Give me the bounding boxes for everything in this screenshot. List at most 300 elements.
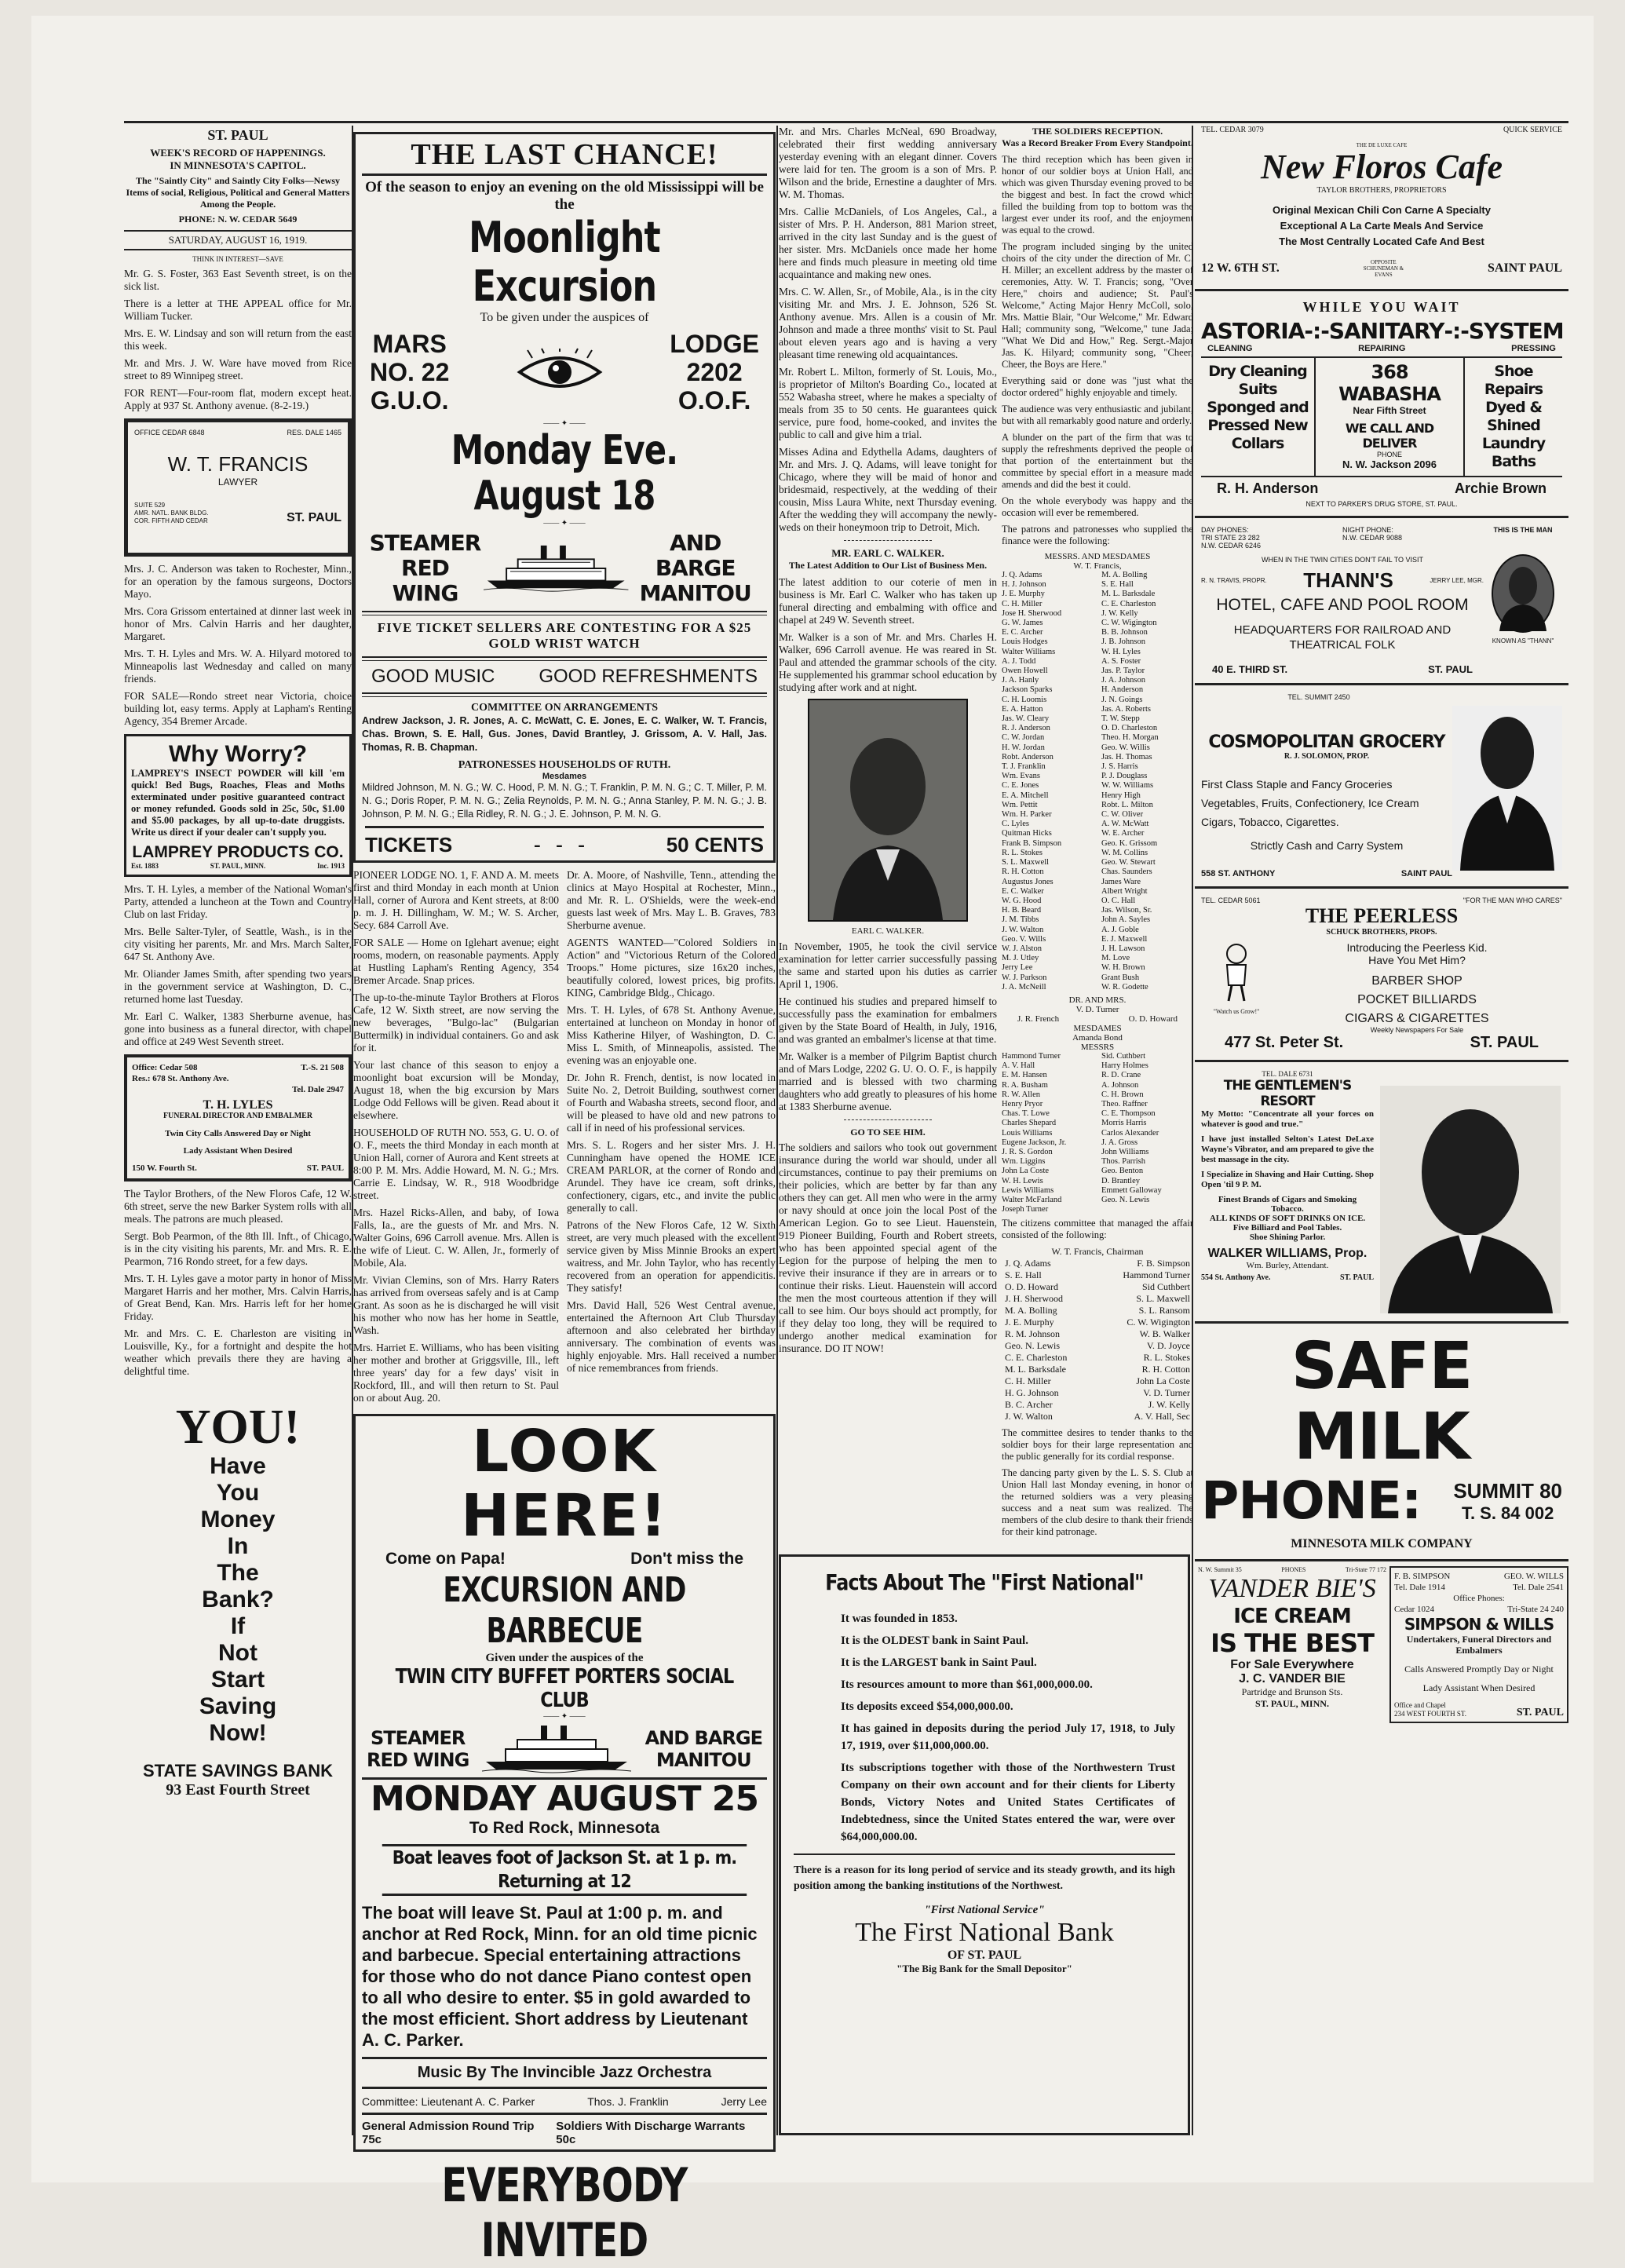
- cosmo-name: COSMOPOLITAN GROCERY: [1208, 732, 1445, 752]
- francis-name: W. T. Francis,: [1073, 561, 1122, 571]
- resort-name: THE GENTLEMEN'S RESORT: [1223, 1078, 1352, 1109]
- thann-day1: TRI STATE 23 282: [1201, 534, 1260, 542]
- news-item: The up-to-the-minute Taylor Brothers at Floros Cafe, 12 W. Sixth street, are now serving the new beverages, "Bulgo-lac" (Bulgarian Buttermilk) in individual containers. Go and ask for it.: [353, 992, 559, 1054]
- astoria-p1: R. H. Anderson: [1217, 480, 1319, 496]
- redrock-text: To Red Rock, Minnesota: [469, 1819, 660, 1837]
- mars-line: G.U.O.: [370, 386, 449, 415]
- auspices-text: To be given under the auspices of: [480, 311, 649, 324]
- news-item: Mr. and Mrs. C. E. Charleston are visiting in Louisville, Ky., for a fortnight and despite the hot weather which prevails there they are having a delightful time.: [124, 1328, 352, 1377]
- patron-name: T. J. Franklin: [1002, 762, 1046, 772]
- francis-res: RES. DALE 1465: [287, 429, 341, 436]
- floros-props: TAYLOR BROTHERS, PROPRIETORS: [1316, 186, 1447, 195]
- walker-sub: The Latest Addition to Our List of Business Men.: [788, 560, 988, 571]
- gosee-head: GO TO SEE HIM.: [850, 1127, 926, 1138]
- committee-member: O. D. Howard: [1005, 1281, 1058, 1293]
- thann-hq: HEADQUARTERS FOR RAILROAD AND THEATRICAL FOLK: [1233, 623, 1452, 652]
- committee-member: J. W. Kelly: [1148, 1399, 1190, 1411]
- barge-line: AND BARGE: [655, 530, 736, 581]
- patron-name: Grant Bush: [1101, 973, 1140, 982]
- committee-list: Andrew Jackson, J. R. Jones, A. C. McWatt, C. E. Jones, E. C. Walker, W. T. Francis, Chas. Brown, S. E. Hall, Gus. Jones, David Brantley, J. Grissom, A. V. Hall, Jas. Thomas, R. B. Chapman.: [362, 715, 767, 753]
- news-item: FOR RENT—Four-room flat, modern except heat. Apply at 937 St. Anthony avenue. (8-2-19.): [124, 387, 352, 411]
- floros-ad: [1195, 126, 1568, 284]
- thann-city: ST. PAUL: [1428, 663, 1473, 675]
- patron-name: Frank B. Simpson: [1002, 838, 1062, 848]
- savings-ad: [124, 1401, 352, 1799]
- patron-name: W. M. Collins: [1101, 848, 1148, 857]
- recep-para: The audience was very enthusiastic and jubilant, but with all remarkably good nature and orderly.: [1002, 404, 1193, 426]
- patron-name: R. W. Allen: [1002, 1090, 1041, 1099]
- committee-row: [1005, 1364, 1190, 1375]
- drmrs-head: DR. AND MRS.: [1068, 995, 1127, 1005]
- thann-ad: [1195, 523, 1568, 678]
- news-item: FOR SALE — Home on Iglehart avenue; eight rooms, modern, on reasonable payments. Apply at Hustling Lapham's Renting Agency, 354 Bremer Arcade. Snap prices.: [353, 937, 559, 986]
- francis-addr2: AMR. NATL. BANK BLDG.: [134, 509, 209, 517]
- committee-member: C. E. Charleston: [1005, 1352, 1068, 1364]
- patron-name: Geo. K. Grissom: [1101, 838, 1158, 848]
- vb-ts: Tri-State 77 172: [1345, 1566, 1386, 1573]
- patron-name: E. A. Mitchell: [1002, 791, 1049, 800]
- patron-name: O. C. Hall: [1101, 896, 1136, 905]
- newspaper-page: [31, 16, 1594, 2268]
- lyles-res: Res.: 678 St. Anthony Ave.: [132, 1074, 229, 1083]
- news-columns: [353, 869, 776, 1409]
- news-item: The Taylor Brothers, of the New Floros Cafe, 12 W. 6th street, serve the new Barker System rolls with all meals. The patrons are much pleased.: [124, 1188, 352, 1225]
- astoria-t3: SYSTEM: [1468, 318, 1564, 344]
- committee-member: John La Coste: [1136, 1375, 1190, 1387]
- news-item: Mr. and Mrs. Charles McNeal, 690 Broadway, celebrated their first wedding anniversary yesterday evening with an elegant dinner. Covers were laid for ten. The groom is a son of Mrs. P. Wilson and the bride, Ernestine a daughter of Mrs. W. M. Thomas.: [779, 126, 997, 200]
- patron-name: J. W. Walton: [1002, 925, 1044, 934]
- astoria-next: NEXT TO PARKER'S DRUG STORE, ST. PAUL.: [1305, 500, 1458, 508]
- sw-city: ST. PAUL: [1516, 1707, 1564, 1718]
- astoria-t1: ASTORIA: [1201, 318, 1305, 344]
- mars-line: NO. 22: [370, 358, 450, 386]
- patron-name: W. E. Archer: [1101, 829, 1145, 838]
- peerless-pool: POCKET BILLIARDS: [1357, 993, 1477, 1006]
- news-item: Sergt. Bob Pearmon, of the 8th Ill. Inft., of Chicago, is in the city visiting his parents, Mr. and Mrs. R. E. Pearmon, 716 Rondo street, for a few days.: [124, 1230, 352, 1267]
- tail-para: The committee desires to tender thanks to the soldier boys for their large representation and the public generally for its cordial response.: [1002, 1427, 1193, 1463]
- committee-member: A. V. Hall, Sec: [1134, 1411, 1190, 1423]
- floros-city: SAINT PAUL: [1488, 261, 1562, 275]
- patron-name: Jas. H. Thomas: [1101, 752, 1152, 761]
- patron-name: H. J. Johnson: [1002, 580, 1046, 590]
- patron-name: B. B. Johnson: [1101, 628, 1148, 637]
- lyles-city: ST. PAUL: [306, 1163, 344, 1173]
- boat-body: The boat will leave St. Paul at 1:00 p. m. and anchor at Red Rock, Minn. for an old time picnic and barbecue. Special entertaining attractions for those who do not dance Piano contest open to all who desire to enter. $5 in gold awarded to the most efficient. Short address by Lieutenant A. C. Parker.: [362, 1903, 758, 2050]
- fn-reason: There is a reason for its long period of service and its steady growth, and its high position among the banking institutions of the Northwest.: [794, 1864, 1175, 1892]
- news-item: AGENTS WANTED—"Colored Soldiers in Action" and "Victorious Return of the Colored Troops." Home pictures, size 16x20 inches, beautifully colored, lowest prices, big profits. KING, Cambridge Bldg., Chicago.: [567, 937, 776, 999]
- committee-member: M. L. Barksdale: [1005, 1364, 1066, 1375]
- committee-head: COMMITTEE ON ARRANGEMENTS: [470, 702, 659, 714]
- vb-prop: J. C. VANDER BIE: [1239, 1672, 1346, 1685]
- committee-row: [1005, 1411, 1190, 1423]
- fn-fact: It has gained in deposits during the period July 17, 1918, to July 17, 1919, over $11,000,000.00.: [841, 1722, 1175, 1752]
- jazz-text: Music By The Invincible Jazz Orchestra: [362, 2057, 767, 2089]
- news-item: Mr. Earl C. Walker, 1383 Sherburne avenue, has gone into business as a funeral director, with chapel and office at 249 West Seventh street.: [124, 1010, 352, 1047]
- patron-name: Jas. P. Taylor: [1101, 667, 1145, 676]
- patron-name: J. E. Murphy: [1002, 590, 1045, 599]
- patron-name: T. W. Stepp: [1101, 714, 1140, 724]
- francis-addr3: COR. FIFTH AND CEDAR: [134, 517, 208, 524]
- thann-night1: N.W. CEDAR 9088: [1342, 534, 1403, 542]
- chairman-name: W. T. Francis, Chairman: [1051, 1246, 1144, 1258]
- patron-name: Geo. N. Lewis: [1101, 1195, 1150, 1204]
- resort-spec: I Specialize in Shaving and Hair Cutting. Shop Open 'til 9 P. M.: [1201, 1170, 1374, 1189]
- patron-name: Chas. Saunders: [1101, 867, 1152, 877]
- committee-row: [1005, 1269, 1190, 1281]
- news-item: Mr. Vivian Clemins, son of Mrs. Harry Raters has arrived from overseas safely and is at Camp Grant. As soon as he is discharged he will visit his mother who now has her home in Seattle, Wash.: [353, 1274, 559, 1336]
- patron-name: Charles Shepard: [1002, 1119, 1057, 1128]
- news-item: Mrs. T. H. Lyles and Mrs. W. A. Hilyard motored to Minneapolis last Wednesday and called on many friends.: [124, 648, 352, 685]
- news-item: Mrs. Hazel Ricks-Allen, and baby, of Iowa Falls, Ia., are the guests of Mr. and Mrs. N. Walter Goins, 696 Carroll avenue. Mrs. Allen is the wife of Lieut. C. W. Allen, Jr., formerly of Mobile, Ala.: [353, 1207, 559, 1269]
- patron-name: Wm. H. Parker: [1002, 810, 1052, 820]
- patron-name: W. H. Lyles: [1101, 647, 1141, 656]
- resort-addr: 554 St. Anthony Ave.: [1201, 1273, 1271, 1282]
- patron-name: G. W. James: [1002, 619, 1043, 628]
- lyles-lady: Lady Assistant When Desired: [183, 1146, 293, 1156]
- thann-portrait-image: [1492, 554, 1554, 633]
- moonlight-ad: THE LAST CHANCE! Of the season to enjoy an evening on the old Mississippi will be the Moonlight Excursion To be given under the auspices of MARS NO. 22 G.U.O. LODGE 2202 O.O.F. —— ✦ —— Monday Eve. August 18 —— ✦ —— STEAMER RED WING AND BARGE MANITOU FIVE TICKET SELLERS ARE CONTESTING FOR A $25 GOLD WRIST WATCH GOOD MUSIC GOOD REFRESHMENTS COMMITTEE ON ARRANGEMENTS Andrew Jackson, J. R. Jones, A. C. McWatt, C. E. Jones, E. C. Walker, W. T. Francis, Chas. Brown, S. E. Hall, Gus. Jones, David Brantley, J. Grissom, A. V. Hall, Jas. Thomas, R. B. Chapman. PATRONESSES HOUSEHOLDS OF RUTH. Mesdames Mildred Johnson, M. N. G.; W. C. Hood, P. M. N. G.; T. Franklin, P. M. N. G.; C. T. Miller, P. M. N. G.; Doris Roper, P. M. N. G.; Zelia Reynolds, P. M. N. G.; Anna Stanley, P. M. N. G.; J. B. Johnson, P. M. N. G.; Ella Ridley, R. N. G.; J. E. Johnson, P. M. N. G. TICKETS - - - 50 CENTS: [353, 132, 776, 863]
- resort-body: I have just installed Selton's Latest DeLaxe Wayne's Vibrator, and am prepared to give the best massage in the city.: [1201, 1134, 1374, 1164]
- sw-title: Undertakers, Funeral Directors and Embalmers: [1406, 1634, 1552, 1656]
- cosmo-ad: [1195, 690, 1568, 882]
- patron-names-list-2: [1002, 1052, 1193, 1214]
- thann-line: HOTEL, CAFE AND POOL ROOM: [1216, 596, 1469, 614]
- steamer-line: STEAMER: [369, 530, 481, 556]
- column-3: [779, 126, 997, 1539]
- astoria-ad: WHILE YOU WAIT ASTORIA -:- SANITARY -:- SYSTEM CLEANING REPAIRING PRESSING Dry Cleaning Suits Sponged and Pressed New Collars 368 WABASHA Near Fifth Street WE CALL AND DELIVER PHONE N. W. Jackson 2096 Shoe Repairs Dyed & Shined Laundry Baths R. H. Anderson Archie Brown NEXT TO PARKER'S DRUG STORE, ST. PAUL.: [1201, 299, 1564, 508]
- savings-line: Not: [218, 1640, 257, 1666]
- lyles-ad: [124, 1054, 352, 1181]
- think-line: THINK IN INTEREST—SAVE: [192, 255, 283, 263]
- peerless-kid2: Have You Met Him?: [1368, 954, 1466, 966]
- floros-quick: QUICK SERVICE: [1503, 126, 1562, 134]
- mars-line: MARS: [372, 330, 447, 358]
- patron-name: James Ware: [1101, 877, 1141, 886]
- committee-member: W. B. Walker: [1139, 1328, 1190, 1340]
- patron-name: Jas. W. Cleary: [1002, 714, 1050, 724]
- top-rule: [124, 121, 1568, 123]
- monday25-title: MONDAY AUGUST 25: [362, 1777, 767, 1819]
- news-item: Mrs. David Hall, 526 West Central avenue, entertained the Afternoon Art Club Thursday afternoon and also celebrated her birthday anniversary. The combination of events was highly enjoyable. Mrs. Hall received a number of nice remembrances from friends.: [567, 1299, 776, 1374]
- news-item: Mrs. Belle Salter-Tyler, of Seattle, Wash., is in the city visiting her parents, Mr. and Mrs. March Salter, 647 St. Anthony Ave.: [124, 926, 352, 962]
- patron-name: M. J. Utley: [1002, 954, 1039, 963]
- news-item: Mr. G. S. Foster, 363 East Seventh street, is on the sick list.: [124, 268, 352, 292]
- astoria-left: Dry Cleaning Suits Sponged and Pressed New Collars: [1201, 358, 1316, 476]
- news-item: HOUSEHOLD OF RUTH NO. 553, G. U. O. of O. F., meets the third Monday in each month at Union Hall, corner of Aurora and Kent streets at 8:00 P. M. Mrs. Addie Howard, M. N. G.; Mrs. Carrie E. Lindsay, W. R., 918 Woodbridge street.: [353, 1127, 559, 1201]
- committee-row: [1005, 1352, 1190, 1364]
- steamer-line: STEAMER: [370, 1727, 466, 1749]
- milk-safe: SAFE MILK: [1291, 1329, 1473, 1474]
- vb-phones: PHONES: [1281, 1566, 1306, 1573]
- recep-para: On the whole everybody was happy and the occasion will ever be remembered.: [1002, 495, 1193, 518]
- resort-cigars: Finest Brands of Cigars and Smoking Tobacco.: [1218, 1195, 1357, 1214]
- patron-name: J. W. Kelly: [1101, 608, 1138, 618]
- news-item: Your last chance of this season to enjoy a moonlight boat excursion will be Monday, August 18, when the big excursion by Mars Lodge Odd Fellows will be given. Read about it elsewhere.: [353, 1059, 559, 1121]
- lyles-name: T. H. LYLES: [203, 1098, 273, 1112]
- sw-t2: Tel. Dale 2541: [1513, 1583, 1564, 1592]
- bottom-ads: [1195, 1566, 1568, 1723]
- peerless-papers: Weekly Newspapers For Sale: [1370, 1026, 1464, 1034]
- francis-title: LAWYER: [217, 477, 258, 488]
- news-item: Mrs. E. W. Lindsay and son will return from the east this week.: [124, 327, 352, 352]
- boat-time: Boat leaves foot of Jackson St. at 1 p. m. Returning at 12: [382, 1844, 747, 1896]
- savings-name: STATE SAVINGS BANK: [142, 1761, 333, 1780]
- fn-name: The First National Bank: [855, 1918, 1114, 1947]
- masthead-city: ST. PAUL: [207, 127, 268, 143]
- invited-title: EVERYBODY INVITED: [441, 2158, 688, 2268]
- patron-name: J. A. Gross: [1101, 1138, 1138, 1147]
- resort-pool: Five Billiard and Pool Tables.: [1232, 1223, 1342, 1233]
- committee-member: R. L. Stokes: [1143, 1352, 1190, 1364]
- news-item: Dr. John R. French, dentist, is now located in Suite No. 2, Detroit Building, southwest corner of Fourth and Wabasha streets, second floor, and will be pleased to have old and new patrons to call if in need of his professional services.: [567, 1072, 776, 1134]
- column-rule: [776, 126, 778, 2135]
- walker-para: In November, 1905, he took the civil service examination for letter carrier successfully passing the same and started upon his duties as carrier April 1, 1906.: [779, 940, 997, 990]
- news-item: Mrs. Harriet E. Williams, who has been visiting her mother and brother at Griggsville, Ill., left three years' day for a few days' visit in Rockford, Ill., and will then return to St. Paul on or about Aug. 20.: [353, 1342, 559, 1404]
- patron-name: J. S. Harris: [1101, 762, 1138, 772]
- steamboat-icon: [484, 543, 628, 593]
- sw-t1: Tel. Dale 1914: [1394, 1583, 1445, 1592]
- gosee-para: The soldiers and sailors who took out government insurance during the world war should, under all circumstances, continue to pay their premiums on their policies, which are better by far than any others they can get. All men who were in the army or navy should at once join the local Post of the American Legion. Go to see Lieut. Hauenstein, 919 Pioneer Building, Fourth and Robert streets, who has been appointed special agent of the Legion for the purpose of helping the men to revive their insurance if they are in arrears or to continue their risks. Lieut. Hauenstein will accord the men the most courteous attention if they will call to see him. Our boys should act promptly, for if they delay too long, they will be required to undergo another medical examination for insurance. DO IT NOW!: [779, 1141, 997, 1354]
- peerless-tel: TEL. CEDAR 5061: [1201, 897, 1261, 904]
- committee-row: [1005, 1258, 1190, 1269]
- resort-soft: ALL KINDS OF SOFT DRINKS ON ICE.: [1209, 1214, 1366, 1223]
- patron-name: J. M. Tibbs: [1002, 915, 1039, 925]
- patron-name: Wm. Evans: [1002, 772, 1040, 781]
- column-4: [1002, 126, 1193, 1539]
- committee-member: C. W. Wigington: [1127, 1317, 1190, 1328]
- patron-name: C. H. Brown: [1101, 1090, 1144, 1099]
- committee-member: C. H. Miller: [1005, 1375, 1051, 1387]
- patron-name: J. A. McNeill: [1002, 982, 1046, 992]
- cosmo-prop: R. J. SOLOMON, PROP.: [1284, 752, 1370, 761]
- committee-member: J. W. Walton: [1005, 1411, 1053, 1423]
- committee-row: [1005, 1375, 1190, 1387]
- patron-name: C. E. Charleston: [1101, 599, 1156, 608]
- peerless-addr: 477 St. Peter St.: [1225, 1034, 1344, 1051]
- patron-name: W. R. Godette: [1101, 982, 1148, 992]
- patron-name: E. A. Hatton: [1002, 704, 1043, 714]
- thann-known: KNOWN AS "THANN": [1492, 637, 1554, 645]
- savings-line: If: [230, 1613, 246, 1639]
- peerless-ad: [1195, 893, 1568, 1055]
- cosmo-addr: 558 ST. ANTHONY: [1201, 869, 1276, 878]
- patron-name: Robt. L. Milton: [1101, 800, 1153, 809]
- lyles-tel: Tel. Dale 2947: [292, 1085, 344, 1094]
- williams-portrait-image: [1380, 1086, 1561, 1313]
- astoria-while: WHILE YOU WAIT: [1302, 299, 1461, 315]
- francis-office: OFFICE CEDAR 6848: [134, 429, 205, 436]
- patron-name: C. Lyles: [1002, 820, 1030, 829]
- patron-name: S. E. Hall: [1101, 580, 1134, 590]
- thann-day2: N.W. CEDAR 6246: [1201, 542, 1262, 550]
- milk-ad: [1195, 1328, 1568, 1554]
- patron-name: J. A. Johnson: [1101, 676, 1146, 685]
- committee-member: Geo. N. Lewis: [1005, 1340, 1060, 1352]
- peerless-props: SCHUCK BROTHERS, PROPS.: [1326, 928, 1437, 937]
- milk-n1: SUMMIT 80: [1453, 1478, 1562, 1503]
- patron-name: W. H. Lewis: [1002, 1176, 1043, 1185]
- committee-row: [1005, 1317, 1190, 1328]
- patron-name: A. W. McWatt: [1101, 820, 1149, 829]
- news-item: Mrs. T. H. Lyles, a member of the National Woman's Party, attended a luncheon at the Town and Country Club on last Friday.: [124, 883, 352, 920]
- patron-name: R. J. Anderson: [1002, 724, 1050, 733]
- savings-line: Saving: [199, 1693, 277, 1719]
- patron-name: O. D. Charleston: [1101, 724, 1158, 733]
- patron-name: Jas. A. Roberts: [1101, 704, 1151, 714]
- walker-para: Mr. Walker is a son of Mr. and Mrs. Charles H. Walker, 696 Carroll avenue. He was reared in St. Paul and attended the grammar schools of the city. He supplemented his grammar school education by studying after work and at night.: [779, 631, 997, 693]
- patron-name: Wm. Liggins: [1002, 1157, 1046, 1167]
- patron-name: J. N. Goings: [1101, 695, 1143, 704]
- patron-name: Jas. Wilson, Sr.: [1101, 906, 1152, 915]
- lamprey-body: LAMPREY'S INSECT POWDER will kill 'em quick! Bed Bugs, Roaches, Fleas and Moths exterminated under positive guaranteed contract or money refunded. Goods sold in 25c, 50c, $1.00 and $5.00 packages, by all up-to-date druggists. Write us direct if your dealer can't supply you.: [131, 768, 345, 838]
- savings-line: In: [227, 1533, 249, 1559]
- patron-name: A. J. Goble: [1101, 925, 1139, 934]
- vb-nw: N. W. Summit 35: [1198, 1566, 1242, 1573]
- committee-member: M. A. Bolling: [1005, 1305, 1057, 1317]
- astoria-mid1: 368 WABASHA: [1338, 361, 1441, 405]
- floros-l1: Original Mexican Chili Con Carne A Specialty: [1273, 204, 1491, 216]
- patron-name: S. L. Maxwell: [1002, 858, 1050, 867]
- patron-name: W. W. Williams: [1101, 781, 1154, 791]
- patron-name: Harry Holmes: [1101, 1061, 1148, 1071]
- astoria-right: Shoe Repairs Dyed & Shined Laundry Baths: [1481, 363, 1546, 470]
- patron-name: Henry High: [1101, 791, 1141, 800]
- fn-fact: Its resources amount to more than $61,000,000.00.: [841, 1678, 1093, 1691]
- walker-head: MR. EARL C. WALKER.: [831, 547, 944, 559]
- vb-sale: For Sale Everywhere: [1230, 1658, 1354, 1671]
- patron-name: Geo. W. Willis: [1101, 743, 1150, 752]
- patron-name: Sid. Cuthbert: [1101, 1051, 1146, 1061]
- tickets-price: 50 CENTS: [666, 833, 764, 856]
- patron-name: R. D. Crane: [1101, 1071, 1141, 1080]
- francis-city: ST. PAUL: [287, 511, 341, 524]
- peerless-watch: "Watch us Grow!": [1213, 1008, 1260, 1015]
- committee-row: [1005, 1281, 1190, 1293]
- cosmo-body: First Class Staple and Fancy Groceries Vegetables, Fruits, Confectionery, Ice Cream Cigars, Tobacco, Cigarettes.: [1201, 778, 1419, 828]
- recep-head: THE SOLDIERS RECEPTION.: [1032, 126, 1163, 137]
- astoria-t2: SANITARY: [1328, 318, 1444, 344]
- eye-icon: [517, 349, 603, 396]
- committee-member: Hammond Turner: [1123, 1269, 1190, 1281]
- committee-member: V. D. Turner: [1143, 1387, 1190, 1399]
- sw-o1: Cedar 1024: [1394, 1605, 1435, 1614]
- patron-name: P. J. Douglass: [1101, 772, 1148, 781]
- lodge-line: O.O.F.: [677, 386, 751, 415]
- sw-calls: Calls Answered Promptly Day or Night: [1404, 1664, 1554, 1675]
- patron-name: A. J. Todd: [1002, 656, 1036, 666]
- patron-name: Robt. Anderson: [1002, 752, 1054, 761]
- look-here: LOOK HERE!: [461, 1418, 668, 1550]
- committee-member: F. B. Simpson: [1137, 1258, 1190, 1269]
- patron-name: H. Anderson: [1101, 685, 1144, 695]
- lamprey-city: ST. PAUL, MINN.: [210, 862, 266, 870]
- committee-member: S. E. Hall: [1005, 1269, 1042, 1281]
- lyles-office: Office: Cedar 508: [132, 1063, 198, 1072]
- patron-name: Carlos Alexander: [1101, 1128, 1159, 1138]
- resort-att: Wm. Burley, Attendant.: [1246, 1261, 1329, 1270]
- patron-name: J. Q. Adams: [1002, 571, 1043, 579]
- patron-name: Geo. Benton: [1101, 1167, 1144, 1176]
- five-sellers: FIVE TICKET SELLERS ARE CONTESTING FOR A $25 GOLD WRIST WATCH: [377, 620, 752, 651]
- peerless-city: ST. PAUL: [1470, 1034, 1539, 1051]
- savings-line: The: [217, 1560, 259, 1586]
- patron-name: M. L. Barksdale: [1101, 590, 1156, 599]
- committee-member: V. D. Joyce: [1146, 1340, 1190, 1352]
- lyles-title: FUNERAL DIRECTOR AND EMBALMER: [162, 1112, 313, 1120]
- patron-name: Jerry Lee: [1002, 963, 1033, 973]
- patron-name: C. W. Jordan: [1002, 733, 1045, 743]
- patron-name: Walter Williams: [1002, 647, 1056, 656]
- vb-name: VANDER BIE'S: [1208, 1574, 1376, 1603]
- news-item: Mrs. T. H. Lyles, of 678 St. Anthony Avenue, entertained at luncheon on Monday in honor of Miss Katherine Hilyer, of Washington, D. C. Miss L. Smith, of Minneapolis, assisted. The evening was an enjoyable one.: [567, 1004, 776, 1066]
- floros-l2: Exceptional A La Carte Meals And Service: [1280, 220, 1484, 232]
- news-item: Mrs. Callie McDaniels, of Los Angeles, Cal., a sister of Mrs. P. H. Anderson, 881 Marion street, arrived in the city last Sunday and is the guest of her sister. Mrs. McDaniels once made her home here and finds much pleasure in meeting old time acquaintance and making new ones.: [779, 206, 997, 280]
- walker-para: Mr. Walker is a member of Pilgrim Baptist church and of Mars Lodge, 2202 G. U. O. O. F., is happily married and is blessed with two charming daughters who add greatly to pleasures of his home at 1383 Sherburne avenue.: [779, 1050, 997, 1112]
- solomon-portrait-image: [1452, 706, 1562, 871]
- walker-para: He continued his studies and prepared himself to successfully pass the examination for embalmers given by the State Board of Health, in July, 1916, and was granted an embalmer's license at that time.: [779, 995, 997, 1045]
- fn-head: Facts About The "First National": [825, 1569, 1144, 1595]
- messrs-head: MESSRS. AND MESDAMES: [1044, 552, 1151, 561]
- committee-member: S. L. Maxwell: [1136, 1293, 1190, 1305]
- fn-of: OF ST. PAUL: [947, 1948, 1022, 1962]
- patron-name: W. H. Brown: [1101, 963, 1145, 973]
- patron-name: H. W. Jordan: [1002, 743, 1045, 752]
- first-national-ad: [779, 1554, 1190, 2135]
- masthead-sub: The "Saintly City" and Saintly City Folks—Newsy Items of social, Religious, Political and General Matters Among the People.: [126, 175, 350, 210]
- patron-name: M. Love: [1101, 954, 1130, 963]
- walker-portrait-image: [808, 699, 968, 922]
- masthead-capital: IN MINNESOTA'S CAPITOL.: [170, 159, 306, 171]
- committee-list: [1002, 1258, 1193, 1423]
- patron-name: W. J. Parkson: [1002, 973, 1047, 982]
- floros-addr: 12 W. 6TH ST.: [1201, 261, 1280, 275]
- column-5: [1195, 126, 1568, 2135]
- sw-name: SIMPSON & WILLS: [1404, 1615, 1554, 1634]
- committee-member: R. H. Cotton: [1141, 1364, 1190, 1375]
- patron-name: Lewis Williams: [1002, 1185, 1054, 1195]
- news-item: Patrons of the New Floros Cafe, 12 W. Sixth street, are very much pleased with the excellent service given by Miss Minnie Brooks an expert waitress, and Mr. John Taylor, who has recently recovered from an operation for appendicitis. They satisfy!: [567, 1219, 776, 1294]
- lamprey-head: Why Worry?: [168, 741, 308, 767]
- news-item: Mrs. S. L. Rogers and her sister Mrs. J. H. Cunningham have opened the HOME ICE CREAM PARLOR, at the corner of Rondo and Arundel. They have ice cream, soft drinks, confectionery, cigars, etc., and invite the public generally to call.: [567, 1139, 776, 1214]
- committee-row: [1005, 1399, 1190, 1411]
- savings-line: You: [216, 1480, 260, 1506]
- astoria-mid3: WE CALL AND DELIVER: [1345, 421, 1434, 451]
- resort-motto: My Motto: "Concentrate all your forces on whatever is good and true.": [1201, 1109, 1374, 1129]
- committee-member: S. L. Ransom: [1138, 1305, 1190, 1317]
- patron-name: Thos. Parrish: [1101, 1157, 1145, 1167]
- comm-1: Committee: Lieutenant A. C. Parker: [362, 2095, 535, 2108]
- turner-name: V. D. Turner: [1075, 1004, 1119, 1014]
- lamprey-est: Est. 1883: [131, 862, 159, 870]
- vb-best: IS THE BEST: [1211, 1628, 1374, 1658]
- lamprey-inc: Inc. 1913: [316, 862, 345, 870]
- patron-name: Joseph Turner: [1002, 1205, 1049, 1214]
- thann-man: THIS IS THE MAN: [1493, 526, 1553, 534]
- patron-name: Chas. T. Lowe: [1002, 1109, 1050, 1119]
- committee-member: J. Q. Adams: [1005, 1258, 1051, 1269]
- patron-name: M. A. Bolling: [1101, 571, 1148, 579]
- news-item: Mr. and Mrs. J. W. Ware have moved from Rice street to 89 Winnipeg street.: [124, 357, 352, 382]
- savings-you: YOU!: [175, 1401, 301, 1454]
- peerless-barber: BARBER SHOP: [1371, 974, 1462, 988]
- committee-row: [1005, 1305, 1190, 1317]
- patron-name: C. W. Wigington: [1101, 619, 1157, 628]
- patron-name: J. B. Johnson: [1101, 637, 1146, 647]
- recep-sub: Was a Record Breaker From Every Standpoint.: [1002, 137, 1193, 148]
- recep-para: A blunder on the part of the firm that was to supply the refreshments deprived the people of that portion of the entertainment but the committee by special effort in a measure made amends and did the best it could.: [1002, 432, 1193, 490]
- patron-name: Wm. Pettit: [1002, 800, 1038, 809]
- walker-caption: EARL C. WALKER.: [851, 926, 925, 936]
